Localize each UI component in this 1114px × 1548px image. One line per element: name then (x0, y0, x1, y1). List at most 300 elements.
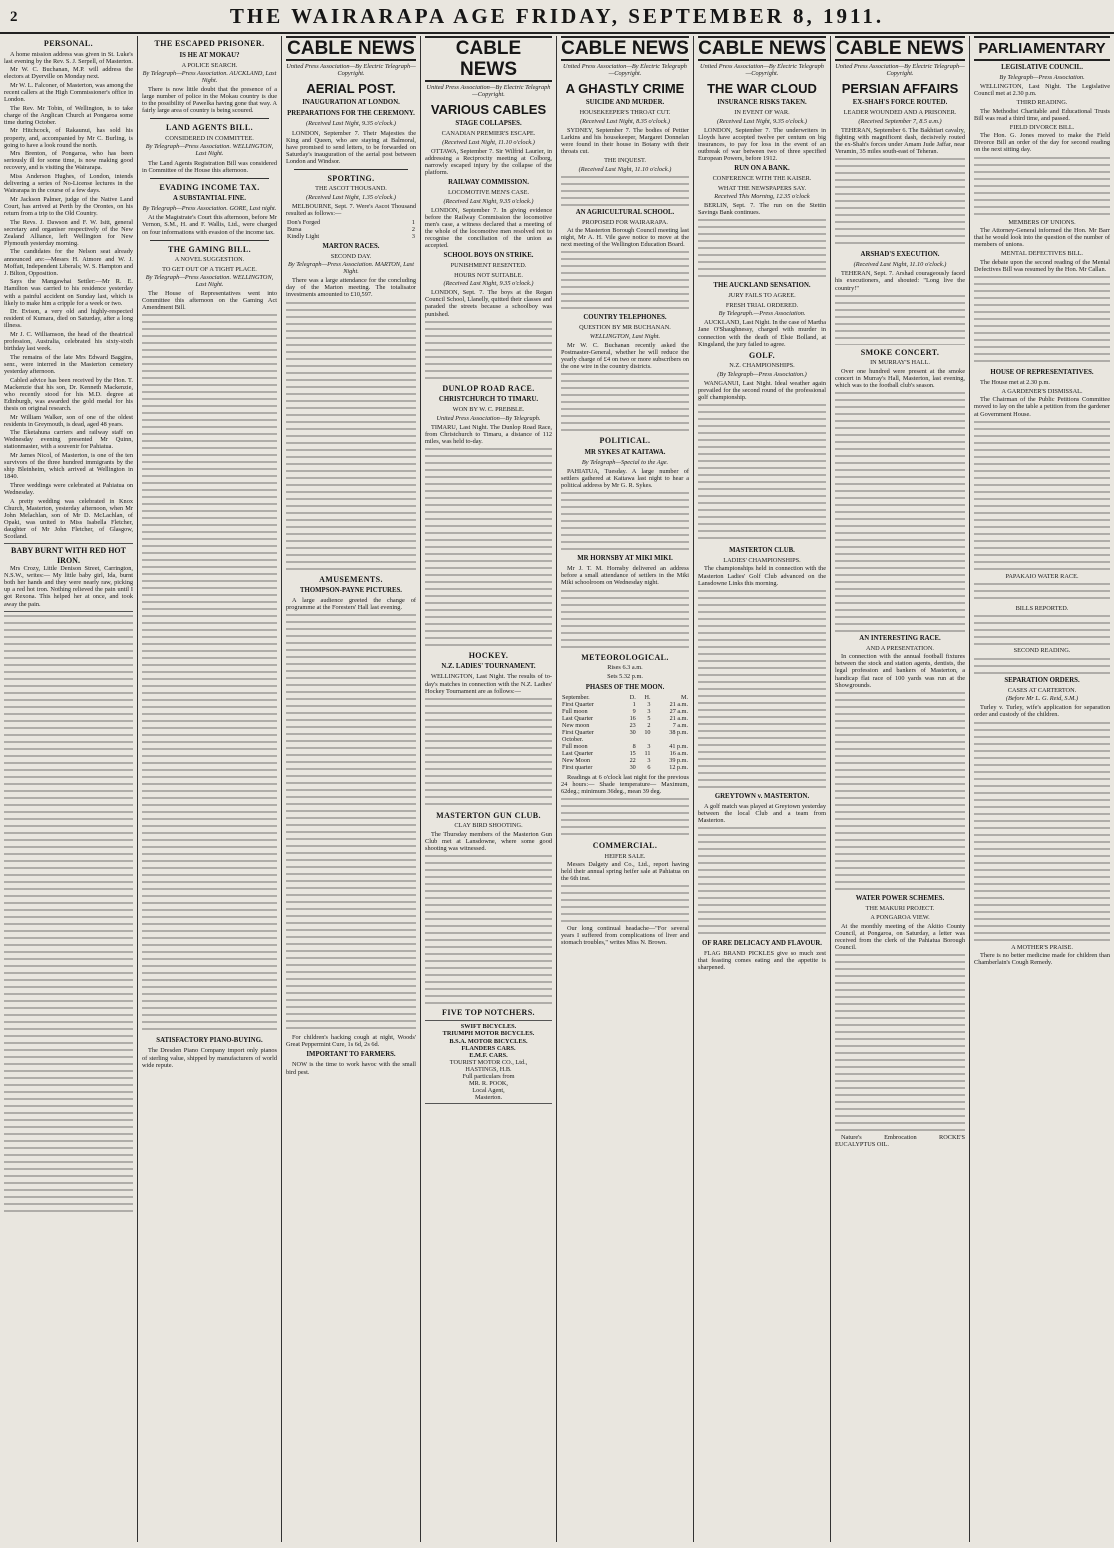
subheadline: JURY FAILS TO AGREE. (728, 292, 796, 300)
body-text-continuation (698, 590, 826, 790)
table-cell: 11 (644, 749, 651, 757)
ad-line: TRIUMPH MOTOR BICYCLES. (442, 1030, 535, 1038)
headline: COUNTRY TELEPHONES. (583, 314, 667, 322)
article-text: WANGANUI, Last Night. Ideal weather again prevailed for the second round of the professional golf championship. (698, 379, 826, 401)
body-text-continuation (425, 698, 552, 808)
body-text-continuation (286, 614, 416, 1034)
subheadline: SECOND DAY. (330, 252, 372, 260)
table-cell: 16 (629, 714, 636, 722)
personal-item: Cabled advice has been received by the Hon. T. Mackenzie that his son, Dr. Kenneth Mackenzie, who recently stood for his M.D. degree at Edinburgh, was awarded the gold medal for his thesis on original research. (4, 376, 133, 412)
rexona-ad-title: BABY BURNT WITH RED HOT IRON. (11, 546, 126, 565)
cable-credit: United Press Association—By Electric Telegraph—Copyright. (700, 63, 824, 78)
received-note: (Received Last Night, 11.10 o'clock.) (853, 261, 947, 269)
dateline: By Telegraph—Press Association. MARTON, Last Night. (288, 261, 414, 276)
subheadline: N.Z. CHAMPIONSHIPS. (729, 362, 795, 370)
received-note: (Received Last Night, 9.35 o'clock.) (716, 117, 807, 125)
table-row (561, 708, 689, 715)
personal-item: Mr J. C. Williamson, the head of the theatrical profession, Australia, celebrated his sixty-sixth birthday last week. (4, 330, 133, 353)
ad-line: MR. R. POOK, (468, 1080, 508, 1088)
received-note: (Received Last Night, 9.35 o'clock.) (443, 280, 534, 288)
column-parliamentary (970, 36, 1114, 1542)
subheadline: CHRISTCHURCH TO TIMARU. (438, 396, 539, 404)
table-header (561, 736, 689, 743)
divider (150, 178, 269, 179)
body-text-continuation (974, 421, 1110, 571)
headline: POLITICAL. (599, 436, 651, 446)
table-row (561, 764, 689, 771)
table-cell (652, 736, 689, 743)
subheadline: IN MURRAY'S HALL. (870, 359, 930, 367)
body-text-continuation (561, 885, 689, 925)
personal-item: Mr W. C. Buchanan, M.P. will address the electors at Dyerville on Monday next. (4, 66, 133, 81)
subheadline: CLAY BIRD SHOOTING. (454, 822, 523, 830)
headline: A GHASTLY CRIME (565, 81, 685, 97)
headline: AN INTERESTING RACE. (859, 634, 941, 642)
body-text-continuation (561, 590, 689, 650)
headline: METEOROLOGICAL. (581, 652, 669, 662)
table-row: Bursa 2 (287, 225, 415, 233)
headline: GREYTOWN v. MASTERTON. (714, 792, 810, 800)
article-text: LONDON, September 7. The underwriters in Lloyds have accepted twelve per centum on big insurances, to pay for loss in the event of an outbreak of war between two of three specified European Powers, before 1912. (698, 126, 826, 163)
body-text-continuation (974, 157, 1110, 217)
subheadline: A GARDENER'S DISMISSAL. (1001, 387, 1083, 395)
received-note: (Received Last Night, 1.35 o'clock.) (305, 193, 396, 201)
table-cell: 1 (632, 700, 636, 708)
ad-line: Local Agent, (472, 1087, 505, 1095)
article-text: The Dresden Piano Company import only pianos of sterling value, shipped by manufacturers of world wide repute. (142, 1047, 277, 1069)
dateline: By Telegraph—Press Association. GORE, Last night. (142, 205, 277, 213)
article-text: MELBOURNE, Sept. 7. Were's Ascot Thousand resulted as follows:— (286, 202, 416, 218)
subheadline: INSURANCE RISKS TAKEN. (717, 99, 807, 107)
table-cell (622, 736, 637, 743)
table-cell: 21 a.m. (669, 714, 688, 722)
table-cell: 5 (647, 714, 651, 722)
headline: PERSIAN AFFAIRS (841, 81, 959, 97)
personal-item: Mr William Walker, son of one of the oldest residents in Greymouth, is dead, aged 48 years. (4, 413, 133, 428)
rexona-ad-text: Mrs Crozy, Little Denison Street, Carrington, N.S.W., writes:— My little baby girl, Ida, burnt both her hands and they were nearly raw, picking up a red hot iron. Nothing relieved the pain until I got Rexona. This helped her at once, and took away the pain. (4, 565, 133, 608)
article-text: NOW is the time to work havoc with the small bird pest. (286, 1061, 416, 1076)
eucalyptus-ad: Nature's Embrocation ROCKE'S EUCALYPTUS OIL. (835, 1133, 965, 1148)
body-text-continuation (142, 314, 277, 1034)
table-cell: Full moon (562, 707, 588, 715)
body-text-continuation (698, 404, 826, 544)
motor-co-ad (425, 1020, 552, 1104)
headline: MASTERTON CLUB. (729, 547, 795, 555)
table-cell: 15 (629, 749, 636, 757)
subheadline: MR SYKES AT KAITAWA. (584, 448, 666, 456)
table-row (561, 743, 689, 750)
table-cell: Full moon (562, 742, 588, 750)
cable-news-banner: CABLE NEWS (698, 38, 826, 59)
table-cell: M. (680, 693, 688, 701)
table-row: Kindly Light 3 (287, 232, 415, 240)
headline: SATISFACTORY PIANO-BUYING. (156, 1037, 263, 1045)
table-cell: 39 p.m. (669, 756, 688, 764)
article-text: TIMARU, Last Night. The Dunlop Road Race, from Christchurch to Timaru, a distance of 112 miles, was held to-day. (425, 423, 552, 445)
masthead (0, 0, 1114, 34)
subheadline: STAGE COLLAPSES. (455, 120, 522, 128)
personal-item: Says the Mangawhai Settler:—Mr R. E. Hamilton was carried to his residence yesterday with a painful accident on Sunday last, which is likely to make him a cripple for a week or two. (4, 278, 133, 307)
headline: MARTON RACES. (322, 242, 380, 250)
dateline: WELLINGTON, Last Night. (589, 332, 661, 340)
table-cell: First Quarter (562, 728, 594, 736)
column-cable-war (694, 36, 831, 1542)
table-cell (637, 736, 652, 743)
article-text: WELLINGTON, Last Night. The results of to-day's matches in connection with the N.Z. Ladies' Hockey Tournament are as follows:— (425, 673, 552, 695)
ad-line: SWIFT BICYCLES. (460, 1023, 517, 1031)
dateline: By Telegraph—Press Association. (999, 74, 1085, 81)
article-text: The Attorney-General informed the Hon. Mr Barr that he would look into the question of the number of members of unions. (974, 226, 1110, 249)
personal-item: Mr Hitchcock, of Rakaunui, has sold his property, and, accompanied by Mr C. Burling, is going to have a look round the north. (4, 127, 133, 149)
subheadline: THE MAKURI PROJECT. (865, 904, 935, 912)
personal-item: The Eketahuna carriers and railway staff on Wednesday evening presented Mr Quinn, stationmaster, with a souvenir for Pahiatua. (4, 429, 133, 451)
table-cell: Last Quarter (562, 714, 594, 722)
subheadline: PUNISHMENT RESENTED. (450, 262, 527, 270)
dateline: By Telegraph—Special to the Age. (581, 458, 669, 466)
column-personal (0, 36, 138, 1542)
dateline: (Before Mr L. G. Reid, S.M.) (1005, 695, 1079, 703)
received-note: (Received Last Night, 9.35 o'clock.) (305, 120, 396, 128)
subheadline: WON BY W. C. PREBBLE. (452, 406, 525, 414)
table-cell: 38 p.m. (669, 728, 688, 736)
personal-item: The Revs. J. Dawson and F. W. Isitt, general secretary and organiser respectively of the New Zealand Alliance, left Wellington for New Plymouth yesterday morning. (4, 218, 133, 247)
article-text: Readings at 6 o'clock last night for the previous 24 hours:— Shade temperature— Maximum, 62deg.; minimum 36deg., mean 39 deg. (561, 773, 689, 795)
body-text-continuation (561, 373, 689, 433)
ad-line: FLANDERS CARS. (461, 1044, 516, 1052)
page-number: 2 (10, 9, 18, 25)
headline: SCHOOL BOYS ON STRIKE. (443, 252, 534, 260)
table-cell: 12 p.m. (669, 763, 688, 771)
table-row (561, 722, 689, 729)
subheadline: MEMBERS OF UNIONS. (1008, 218, 1076, 226)
table-cell: 27 a.m. (669, 707, 688, 715)
table-cell: 3 (647, 700, 651, 708)
table-cell: 10 (644, 728, 651, 736)
body-text-continuation (286, 302, 416, 572)
received-note: (Received Last Night, 8.35 o'clock.) (579, 117, 670, 125)
personal-item: The candidates for the Nelson seat already announced are:—Messrs H. Atmore and W. J. Moffatt, Independent Liberals; W. S. Hampton and J. Bilton, Opposition. (4, 248, 133, 277)
received-note: (Received Last Night, 11.10 o'clock.) (442, 138, 535, 146)
column-cable-crime (557, 36, 694, 1542)
column-cable-aerial (282, 36, 421, 1542)
rexona-ad (4, 543, 133, 612)
article-text: There is no better medicine made for children than Chamberlain's Cough Remedy. (974, 951, 1110, 967)
subheadline: THOMPSON-PAYNE PICTURES. (300, 587, 402, 595)
pills-ad: Our long continual headache—"For several years I suffered from complications of liver and stomach troubles," writes Miss N. Brown. (561, 925, 689, 947)
dateline: (By Telegraph—Press Association.) (717, 370, 807, 378)
received-note: (Received September 7, 8.5 a.m.) (858, 117, 942, 125)
body-text-continuation (698, 219, 826, 279)
subheadline: N.Z. LADIES' TOURNAMENT. (441, 663, 536, 671)
table-cell: First quarter (562, 763, 593, 771)
table-cell: 16 a.m. (669, 749, 688, 757)
subheadline: WHAT THE NEWSPAPERS SAY. (717, 184, 807, 192)
subheadline: THIRD READING. (1016, 99, 1068, 107)
column-cable-persian (831, 36, 970, 1542)
cable-credit: United Press Association—By Electric Telegraph—Copyright. (563, 63, 687, 78)
body-text-continuation (425, 855, 552, 1005)
headline: DUNLOP ROAD RACE. (442, 383, 535, 393)
article-text: TEHERAN, September 6. The Bakhtiari cavalry, fighting with magnificent dash, decisively routed the ex-Shah's forces under Amam Jude Jaffar, near Veramin, 35 miles south-east of Teheran. (835, 126, 965, 156)
headline: THE WAR CLOUD (707, 81, 817, 97)
body-text-continuation (561, 176, 689, 206)
article-text: There is now little doubt that the presence of a large number of police in the Mokau country is due to the possibility of Pawelka having gone that way. A fairly large area of country is being scoured. (142, 86, 277, 115)
article-text: The debate upon the second reading of the Mental Defectives Bill was resumed by the Hon. Mr Callan. (974, 258, 1110, 273)
subheadline: IN EVENT OF WAR. (734, 109, 790, 117)
headline: EVADING INCOME TAX. (159, 182, 260, 192)
table-cell: 23 (629, 721, 636, 729)
subheadline: IS HE AT MOKAU? (179, 51, 240, 59)
headline: MR HORNSBY AT MIKI MIKI. (577, 555, 673, 563)
cable-news-banner: CABLE NEWS (561, 38, 689, 59)
headline: AN AGRICULTURAL SCHOOL. (575, 208, 675, 216)
headline: MASTERTON GUN CLUB. (436, 810, 541, 820)
headline: RUN ON A BANK. (734, 165, 790, 173)
table-row (561, 729, 689, 736)
article-text: The Methodist Charitable and Educational Trusts Bill was read a third time, and passed. (974, 107, 1110, 122)
personal-heading: PERSONAL. (43, 39, 94, 48)
newspaper-title: THE WAIRARAPA AGE FRIDAY, SEPTEMBER 8, 1911. (229, 4, 885, 28)
table-row (561, 701, 689, 708)
table-row (561, 757, 689, 764)
table-cell: Last Quarter (562, 749, 594, 757)
cable-news-banner: CABLE NEWS (287, 38, 415, 59)
dateline: By Telegraph—Press Association. WELLINGTON, Last Night. (145, 143, 274, 158)
headline: HOUSE OF REPRESENTATIVES. (990, 368, 1094, 376)
body-text-continuation (835, 692, 965, 892)
table-cell: H. (644, 693, 651, 701)
sunset: Sets 5.32 p.m. (607, 673, 643, 681)
table-cell: 8 (632, 742, 636, 750)
article-text: Over one hundred were present at the smoke concert in Murray's Hall, Masterton, last evening, which was to the football club's season. (835, 367, 965, 389)
cable-news-banner: CABLE NEWS (836, 38, 964, 59)
article-text: LONDON, Sept. 7. The boys at the Regan Council School, Llanelly, quitted their classes and paraded the streets because a schoolboy was punished. (425, 289, 552, 318)
table-cell: September. (562, 693, 590, 701)
table-cell: New moon (562, 721, 590, 729)
table-cell: October. (562, 735, 584, 743)
headline: AMUSEMENTS. (319, 574, 383, 584)
ad-line: B.S.A. MOTOR BICYCLES. (449, 1037, 528, 1045)
subheadline: FIELD DIVORCE BILL. (1009, 123, 1075, 131)
ad-line: Masterton. (474, 1094, 503, 1102)
table-cell: 2 (647, 721, 651, 729)
article-text: FLAG BRAND PICKLES give so much zest that feasting comes eating and the appetite is sharpened. (698, 950, 826, 972)
ad-line: TOURIST MOTOR CO., Ltd., (449, 1058, 528, 1066)
dateline: United Press Association—By Telegraph. (436, 414, 541, 422)
received-note: Received This Morning, 12.35 o'clock (714, 193, 810, 201)
personal-paragraphs (4, 51, 133, 541)
subheadline: BILLS REPORTED. (1015, 605, 1069, 613)
table-cell: 3 (647, 756, 651, 764)
article-text: The Land Agents Registration Bill was considered in Committee of the House this afternoon. (142, 159, 277, 174)
subheadline: PREPARATIONS FOR THE CEREMONY. (287, 110, 415, 118)
personal-item: The remains of the late Mrs Edward Baggins, senr., were interred in the Masterton cemetery yesterday afternoon. (4, 353, 133, 375)
body-text-continuation (561, 251, 689, 311)
column-cable-various (421, 36, 557, 1542)
article-text: The Chairman of the Public Petitions Committee moved to lay on the table a petition from the gardener at Government House. (974, 396, 1110, 418)
subheadline: A MOTHER'S PRAISE. (1011, 943, 1073, 951)
ad-line: HASTINGS, H.B. (465, 1065, 512, 1073)
personal-item: Mr James Nicol, of Masterton, is one of the ten survivors of the three hundred immigrants by the ship Bleinheim, which arrived at Wellington in 1840. (4, 451, 133, 481)
article-text: AUCKLAND, Last Night. In the case of Martha Jane O'Shaughnessy, charged with murder in connection with the death of Elsie Bolland, at Kingsland, the jury failed to agree. (698, 319, 826, 348)
table-cell: 9 (632, 707, 636, 715)
cable-credit: United Press Association—By Electric Telegraph—Copyright. (835, 63, 965, 78)
subheadline: LOCOMOTIVE MEN'S CASE. (447, 189, 530, 197)
article-text: The House met at 2.30 p.m. (980, 378, 1050, 386)
personal-item: The Rev. Mr Tobin, of Wellington, is to take charge of the Anglican Church at Pongaroa some time during October. (4, 104, 133, 126)
headline: LAND AGENTS BILL. (165, 123, 254, 133)
table-cell: New Moon (562, 756, 591, 764)
body-text-continuation (974, 615, 1110, 645)
personal-item: Dr. Evison, a very old and highly-respected resident of Kumara, died on Saturday, after a long illness. (4, 308, 133, 330)
headline: THE ESCAPED PRISONER. (154, 39, 265, 48)
article-text: LONDON, September 7. Their Majesties the King and Queen, who are staying at Balmoral, have promised to send letters, to be forwarded on Saturday's inauguration of the aerial post between London and Windsor. (286, 129, 416, 165)
subheadline: HOUSEKEEPER'S THROAT CUT. (579, 109, 671, 117)
body-text-continuation (561, 492, 689, 552)
body-text-continuation (835, 295, 965, 345)
body-text-continuation (4, 615, 133, 1215)
received-note: (Received Last Night, 9.35 o'clock.) (443, 197, 534, 205)
cable-credit: United Press Association—By Electric Telegraph—Copyright. (286, 63, 416, 78)
table-row: Don's Forged 1 (287, 218, 415, 226)
article-text: A large audience greeted the change of programme at the Foresters' Hall last evening. (286, 597, 416, 612)
subheadline: PROPOSED FOR WAIRARAPA. (582, 218, 668, 226)
column-news (138, 36, 282, 1542)
headline: WATER POWER SCHEMES. (855, 894, 945, 902)
subheadline: FRESH TRIAL ORDERED. (725, 301, 799, 309)
personal-item: A pretty wedding was celebrated in Knox Church, Masterton, yesterday afternoon, when Mr John Melachlan, son of Mr D. McLachlan, of Opaki, was united to Miss Isabella Fletcher, daughter of Mr John Fletcher, of Glasgow, Scotland. (4, 497, 133, 540)
headline: FIVE TOP NOTCHERS. (442, 1007, 535, 1017)
subheadline: SUICIDE AND MURDER. (585, 99, 665, 107)
subheadline: HOURS NOT SUITABLE. (454, 271, 523, 279)
article-text: At the Magistrate's Court this afternoon, before Mr Vernon, S.M., H. and F. Wallis, Ltd., were charged on four informations with evasion of the income tax. (142, 214, 277, 236)
subheadline: LEADER WOUNDED AND A PRISONER. (843, 109, 957, 117)
table-cell: First Quarter (562, 700, 594, 708)
article-text: The championships held in connection with the Masterton Ladies' Golf Club advanced on the Lansdowne Links this morning. (698, 565, 826, 587)
article-text: OTTAWA, September 7. Sir Wilfrid Laurier, in addressing a Reciprocity meeting at Colborg, narrowly escaped injury by the collapse of the platform. (425, 147, 552, 177)
article-text: BERLIN, Sept. 7. The run on the Stettin Savings Bank continues. (698, 202, 826, 217)
body-text-continuation (974, 583, 1110, 603)
ad-line: Full particulars from (462, 1073, 515, 1081)
headline: ARSHAD'S EXECUTION. (860, 251, 940, 259)
body-text-continuation (974, 276, 1110, 366)
personal-item: A home mission address was given in St. Luke's last evening by the Rev. S. J. Serpell, of Masterton. (4, 50, 134, 65)
body-text-continuation (425, 321, 552, 381)
table-cell: D. (629, 693, 636, 701)
article-text: PAHIATUA, Tuesday. A large number of settlers gathered at Kaitawa last night to hear a political address by Mr G. R. Sykes. (561, 467, 689, 490)
sunrise: Rises 6.3 a.m. (607, 664, 643, 671)
subheadline: LADIES' CHAMPIONSHIPS. (723, 557, 801, 565)
article-text: LONDON, September 7. In giving evidence before the Railway Commission the locomotive men's case, a witness declared that a meeting of the whole of the locomotive men resolved not to recognise the conciliation of the union as accepted. (425, 206, 552, 250)
subheadline: MENTAL DEFECTIVES BILL. (1001, 250, 1083, 258)
cable-credit: United Press Association—By Electric Telegraph—Copyright. (426, 84, 551, 99)
article-text: A golf match was played at Greytown yesterday between the local Club and a team from Masterton. (698, 802, 826, 824)
headline: SEPARATION ORDERS. (1004, 676, 1080, 684)
table-cell: 30 (629, 763, 636, 771)
table-cell: 22 (629, 756, 636, 764)
headline: THE AUCKLAND SENSATION. (713, 282, 811, 290)
headline: GOLF. (749, 350, 775, 360)
table-cell: 3 (647, 707, 651, 715)
headline: THE GAMING BILL. (167, 244, 252, 254)
headline: OF RARE DELICACY AND FLAVOUR. (702, 940, 822, 947)
cable-news-banner: CABLE NEWS (425, 36, 552, 82)
subheadline: CONSIDERED IN COMMITTEE. (165, 134, 254, 142)
article-text: In connection with the annual football fixtures between the stock and station agents, dentists, the legal profession and bankers of Masterton, a handicap flat race of 100 yards was run at the Showgrounds. (835, 653, 965, 689)
body-text-continuation (835, 158, 965, 248)
body-text-continuation (561, 798, 689, 838)
subheadline: CANADIAN PREMIER'S ESCAPE. (441, 130, 536, 138)
table-cell: 21 a.m. (669, 700, 688, 708)
subheadline: CASES AT CARTERTON. (1007, 686, 1077, 694)
received-note: (Received Last Night, 11.10 o'clock.) (578, 165, 672, 173)
subheadline: AND A PRESENTATION. (866, 644, 934, 652)
subheadline: EX-SHAH'S FORCE ROUTED. (852, 99, 948, 107)
body-text-continuation (974, 658, 1110, 674)
subheadline: INAUGURATION AT LONDON. (302, 99, 400, 107)
subheadline: THE ASCOT THOUSAND. (315, 185, 387, 193)
headline: COMMERCIAL. (592, 841, 658, 851)
body-text-continuation (835, 954, 965, 1134)
headline: RAILWAY COMMISSION. (448, 179, 529, 187)
subheadline: A PONGAROA VIEW. (870, 914, 930, 922)
divider (150, 118, 269, 119)
subheadline: HEIFER SALE. (604, 852, 646, 860)
subheadline: PAPAKAIO WATER RACE. (1005, 572, 1079, 580)
personal-item: Mr Jackson Palmer, judge of the Native Land Court, has arrived at Perth by the Orontes, on his return from a trip to the Old Country. (4, 195, 133, 217)
article-text: TEHERAN, Sept. 7. Arshad courageously faced his executioners, and shouted: "Long live the country!" (835, 270, 965, 292)
article-text: Turley v. Turley, wife's application for separation order and custody of the children. (974, 704, 1110, 719)
cough-cure-ad: For children's hacking cough at night, Woods' Great Peppermint Cure, 1s 6d, 2s 6d. (286, 1034, 416, 1049)
table-cell: 7 a.m. (672, 721, 688, 729)
moon-phases-table (561, 694, 689, 771)
subheadline: CONFERENCE WITH THE KAISER. (712, 175, 812, 183)
dateline: By Telegraph—Press Association. WELLINGTON, Last Night. (145, 273, 274, 289)
table-row (561, 715, 689, 722)
article-text: Messrs Dalgety and Co., Ltd., report having held their annual spring heifer sale at Pahiatua on the 6th inst. (561, 861, 689, 883)
subheadline: TO GET OUT OF A TIGHT PLACE. (162, 265, 257, 273)
article-text: At the monthly meeting of the Akitio County Council, at Pongaroa, on Saturday, a letter was received from the clerk of the Pahiatua Borough Council. (835, 922, 965, 951)
headline: VARIOUS CABLES (430, 102, 547, 118)
subheadline: LEGISLATIVE COUNCIL. (1001, 64, 1083, 71)
body-text-continuation (835, 392, 965, 632)
body-text-continuation (974, 722, 1110, 942)
divider (150, 240, 269, 241)
personal-item: Miss Anderson Hughes, of London, intends delivering a series of No-License lectures in the Wairarapa in the course of a few days. (4, 173, 133, 195)
subheadline: A SUBSTANTIAL FINE. (173, 195, 246, 203)
headline: SPORTING. (327, 173, 375, 183)
article-text: The Thursday members of the Masterton Gun Club met at Lansdowne, where some good shooting was witnessed. (425, 830, 552, 852)
personal-item: Mr W. L. Falconer, of Masterton, was among the recent callers at the High Commissioner's office in London. (4, 81, 133, 104)
subheadline: A POLICE SEARCH. (181, 61, 238, 69)
table-cell: 30 (629, 728, 636, 736)
table-cell: 41 p.m. (669, 742, 688, 750)
body-text-continuation (698, 827, 826, 937)
table-cell: 3 (647, 742, 651, 750)
article-text: Mr W. C. Buchanan recently asked the Postmaster-General, whether he will reduce the yearly charge of £4 on two or more subscribers on the one wire in the country districts. (561, 341, 689, 371)
personal-item: Three weddings were celebrated at Pahiatua on Wednesday. (4, 481, 133, 496)
article-text: The House of Representatives went into Committee this afternoon on the Gaming Act Amendment Bill. (142, 290, 277, 312)
subheadline: PHASES OF THE MOON. (585, 683, 665, 691)
headline: SMOKE CONCERT. (860, 347, 940, 357)
article-text: There was a large attendance for the concluding day of the Marton meeting. The totalisator investments amounted to £10,597. (286, 277, 416, 299)
subheadline: QUESTION BY MR BUCHANAN. (579, 324, 671, 332)
ad-line: E.M.F. CARS. (469, 1051, 508, 1059)
headline: IMPORTANT TO FARMERS. (306, 1051, 396, 1059)
headline: AERIAL POST. (306, 81, 396, 97)
headline: HOCKEY. (468, 650, 509, 660)
parliamentary-banner: PARLIAMENTARY (974, 36, 1110, 61)
